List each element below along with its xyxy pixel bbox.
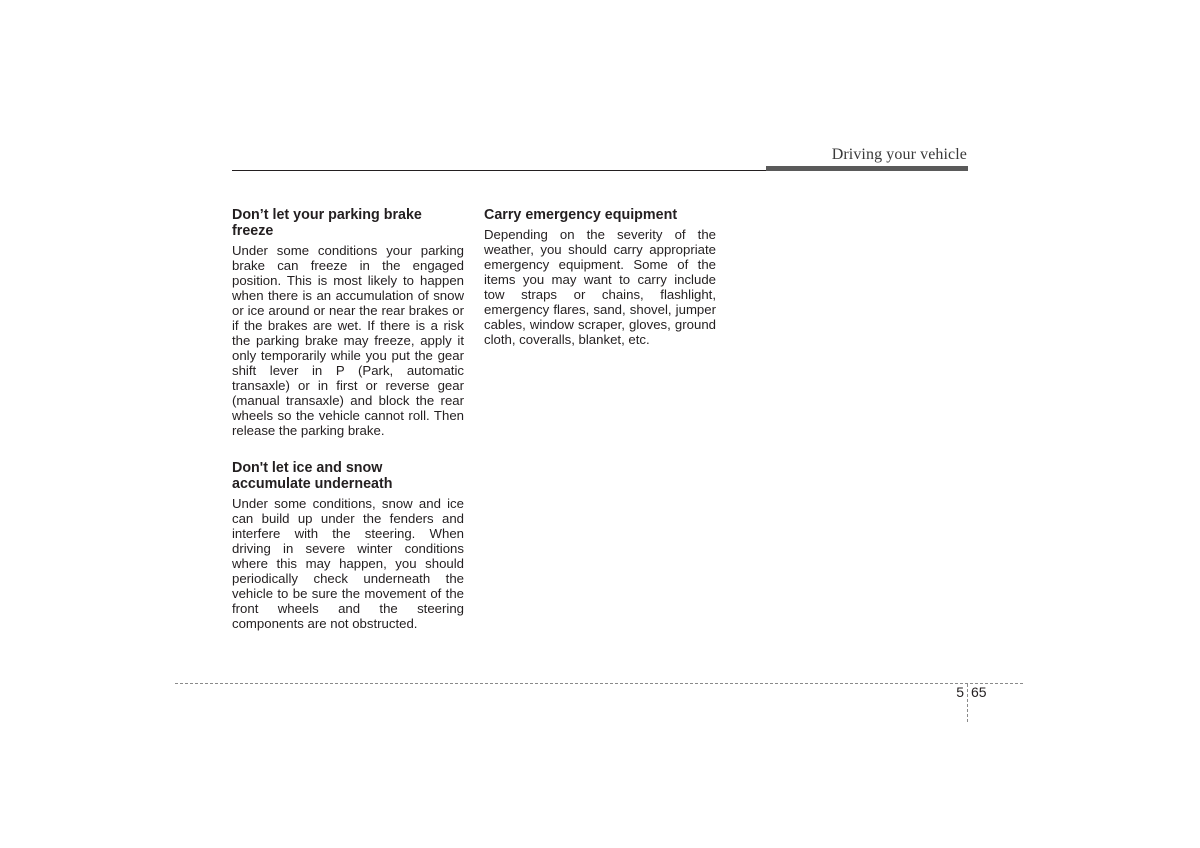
header-rule-accent — [766, 166, 968, 171]
middle-column — [484, 207, 716, 369]
section-heading: Carry emergency equipment — [484, 207, 678, 223]
chapter-number: 5 — [956, 684, 964, 700]
section-emergency-equipment — [484, 207, 716, 347]
section-parking-brake — [232, 207, 464, 438]
header-rule — [232, 170, 767, 171]
section-ice-snow — [232, 460, 464, 631]
section-body: Under some conditions your parking brake can freeze in the engaged position. This is most likely to happen when there is an accumulation of snow or ice around or near the rear brakes or if the brakes are wet. If there is a risk the parking brake may freeze, apply it only temporarily while you put the gear shift lever in P (Park, automatic transaxle) or in first or reverse gear (manual transaxle) and block the rear wheels so the vehicle cannot roll. Then release the parking brake. — [232, 243, 464, 438]
section-heading: Don’t let your parking brake freeze — [232, 207, 422, 239]
page-number-divider — [967, 684, 968, 722]
left-column — [232, 207, 464, 653]
running-header-title: Driving your vehicle — [831, 146, 967, 163]
page-number: 65 — [971, 684, 987, 700]
section-heading: Don't let ice and snow accumulate underneath — [232, 460, 393, 492]
section-body: Under some conditions, snow and ice can build up under the fenders and interfere with the steering. When driving in severe winter conditions where this may happen, you should periodically check underneath the vehicle to be sure the movement of the front wheels and the steering components are not obstructed. — [232, 496, 464, 631]
section-body: Depending on the severity of the weather, you should carry appropriate emergency equipment. Some of the items you may want to carry include tow straps or chains, flashlight, emergency flares, sand, shovel, jumper cables, window scraper, gloves, ground cloth, coveralls, blanket, etc. — [484, 227, 716, 347]
footer-rule — [175, 683, 1023, 684]
